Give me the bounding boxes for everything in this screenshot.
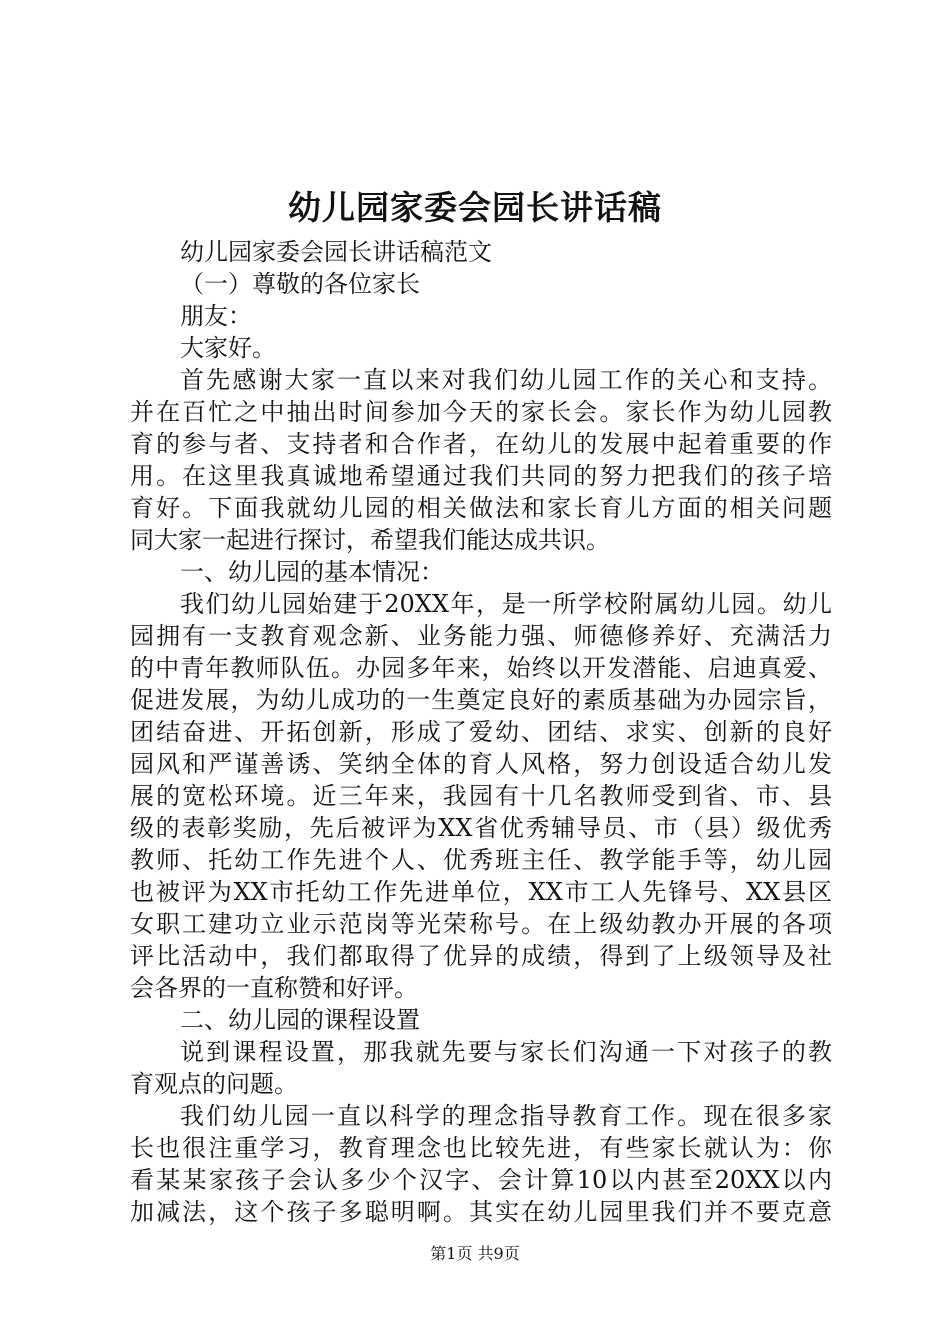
text-line: （一）尊敬的各位家长 — [180, 270, 420, 298]
text-line: 朋友： — [180, 302, 252, 330]
text-line: 用。在这里我真诚地希望通过我们共同的努力把我们的孩子培 — [130, 462, 832, 490]
text-line: 女职工建功立业示范岗等光荣称号。在上级幼教办开展的各项 — [130, 910, 832, 938]
text-line: 大家好。 — [180, 334, 276, 362]
text-line: 促进发展，为幼儿成功的一生奠定良好的素质基础为办园宗旨， — [130, 686, 832, 714]
text-line: 幼儿园家委会园长讲话稿范文 — [180, 238, 492, 266]
page-footer: 第1页 共9页 — [430, 1244, 520, 1263]
text-line: 教师、托幼工作先进个人、优秀班主任、教学能手等，幼儿园 — [130, 846, 832, 874]
text-line: 长也很注重学习，教育理念也比较先进，有些家长就认为：你 — [130, 1134, 832, 1162]
text-line: 我们幼儿园一直以科学的理念指导教育工作。现在很多家 — [180, 1102, 832, 1130]
text-line: 同大家一起进行探讨，希望我们能达成共识。 — [130, 526, 610, 554]
text-line: 团结奋进、开拓创新，形成了爱幼、团结、求实、创新的良好 — [130, 718, 832, 746]
text-line: 园拥有一支教育观念新、业务能力强、师德修养好、充满活力 — [130, 622, 832, 650]
text-line: 级的表彰奖励，先后被评为XX省优秀辅导员、市（县）级优秀 — [130, 814, 832, 842]
text-line: 说到课程设置，那我就先要与家长们沟通一下对孩子的教 — [180, 1038, 832, 1066]
text-line: 的中青年教师队伍。办园多年来，始终以开发潜能、启迪真爱、 — [130, 654, 832, 682]
text-line: 园风和严谨善诱、笑纳全体的育人风格，努力创设适合幼儿发 — [130, 750, 832, 778]
text-line: 我们幼儿园始建于20XX年，是一所学校附属幼儿园。幼儿 — [180, 590, 832, 618]
text-line: 一、幼儿园的基本情况： — [180, 558, 444, 586]
text-line: 评比活动中，我们都取得了优异的成绩，得到了上级领导及社 — [130, 942, 832, 970]
text-line: 首先感谢大家一直以来对我们幼儿园工作的关心和支持。 — [180, 366, 832, 394]
document-title: 幼儿园家委会园长讲话稿 — [288, 188, 662, 227]
text-line: 会各界的一直称赞和好评。 — [130, 974, 418, 1002]
text-line: 加减法，这个孩子多聪明啊。其实在幼儿园里我们并不要克意 — [130, 1198, 832, 1226]
text-line: 育好。下面我就幼儿园的相关做法和家长育儿方面的相关问题 — [130, 494, 832, 522]
text-line: 育观点的问题。 — [130, 1070, 298, 1098]
text-line: 展的宽松环境。近三年来，我园有十几名教师受到省、市、县 — [130, 782, 832, 810]
text-line: 也被评为XX市托幼工作先进单位，XX市工人先锋号、XX县区 — [130, 878, 832, 906]
text-line: 二、幼儿园的课程设置 — [180, 1006, 420, 1034]
text-line: 看某某家孩子会认多少个汉字、会计算10以内甚至20XX以内 — [130, 1166, 832, 1194]
text-line: 并在百忙之中抽出时间参加今天的家长会。家长作为幼儿园教 — [130, 398, 832, 426]
text-line: 育的参与者、支持者和合作者，在幼儿的发展中起着重要的作 — [130, 430, 832, 458]
document-body — [130, 236, 832, 1228]
